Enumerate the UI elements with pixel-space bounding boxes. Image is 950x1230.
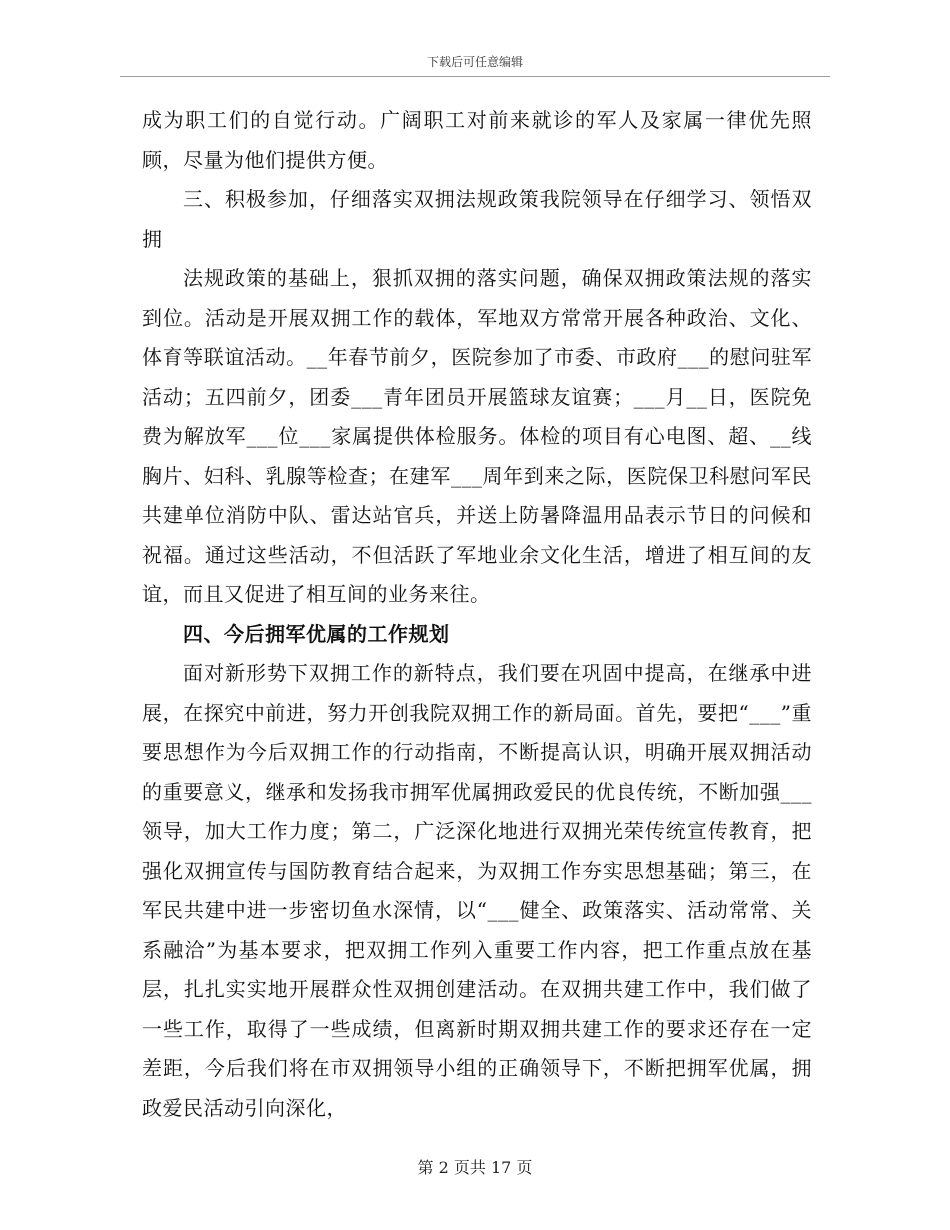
document-body: [142, 101, 812, 1128]
page-header: 下载后可任意编辑: [426, 55, 523, 69]
page-footer: 第 2 页共 17 页: [417, 1158, 533, 1177]
paragraph-3: 法规政策的基础上，狠抓双拥的落实问题，确保双拥政策法规的落实到位。活动是开展双拥工作的载体，军地双方常常开展各种政治、文化、体育等联谊活动。__年春节前夕，医院参加了市委、市政府___的慰问驻军活动；五四前夕，团委___青年团员开展篮球友谊赛；___月__日，医院免费为解放军___位___家属提供体检服务。体检的项目有心电图、超、__线胸片、妇科、乳腺等检查；在建军___周年到来之际，医院保卫科慰问军民共建单位消防中队、雷达站官兵，并送上防暑降温用品表示节日的问候和祝福。通过这些活动，不但活跃了军地业余文化生活，增进了相互间的友谊，而且又促进了相互间的业务来往。: [142, 266, 812, 606]
paragraph-2: 三、积极参加，仔细落实双拥法规政策我院领导在仔细学习、领悟双拥: [142, 187, 812, 251]
paragraph-4: 面对新形势下双拥工作的新特点，我们要在巩固中提高，在继承中进展，在探究中前进，努力开创我院双拥工作的新局面。首先，要把“___”重要思想作为今后双拥工作的行动指南，不断提高认识，明确开展双拥活动的重要意义，继承和发扬我市拥军优属拥政爱民的优良传统，不断加强___领导，加大工作力度；第二，广泛深化地进行双拥光荣传统宣传教育，把强化双拥宣传与国防教育结合起来，为双拥工作夯实思想基础；第三，在军民共建中进一步密切鱼水深情，以“___健全、政策落实、活动常常、关系融洽”为基本要求，把双拥工作列入重要工作内容，把工作重点放在基层，扎扎实实地开展群众性双拥创建活动。在双拥共建工作中，我们做了一些工作，取得了一些成绩，但离新时期双拥共建工作的要求还存在一定差距，今后我们将在市双拥领导小组的正确领导下，不断把拥军优属，拥政爱民活动引向深化，: [142, 661, 812, 1120]
header-divider: [120, 76, 830, 77]
section-heading: 四、今后拥军优属的工作规划: [183, 621, 450, 646]
paragraph-1: 成为职工们的自觉行动。广阔职工对前来就诊的军人及家属一律优先照顾，尽量为他们提供方便。: [142, 108, 812, 172]
